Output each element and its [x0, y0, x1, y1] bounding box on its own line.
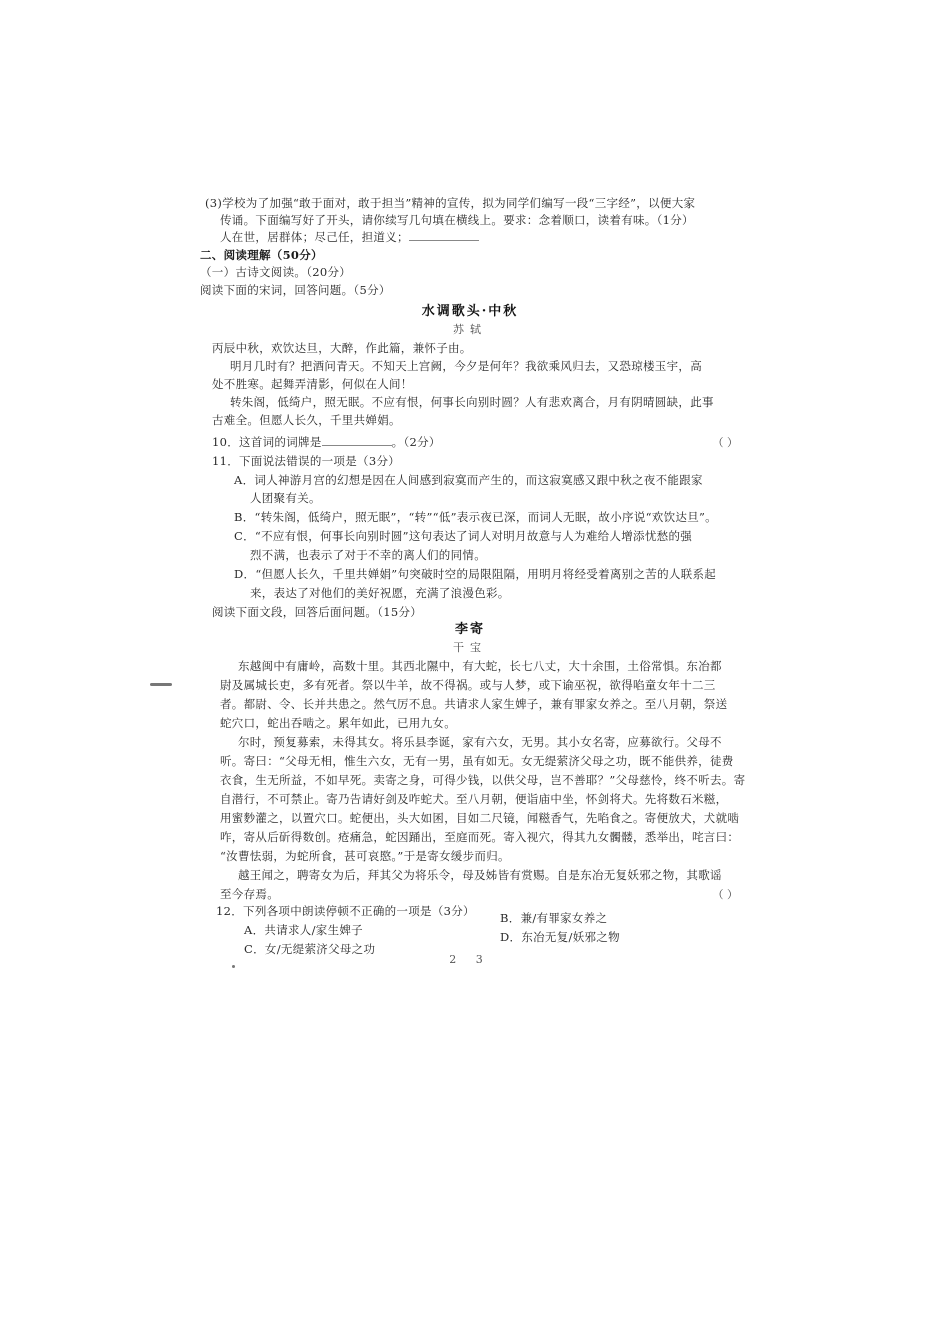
line-text: 人团聚有关。: [250, 491, 321, 505]
page-number: 2 3: [449, 953, 491, 966]
option-a: A．共请求人/家生婢子: [244, 923, 363, 937]
text-line: [234, 528, 692, 544]
text-line: [220, 696, 727, 712]
prose-author: 干宝: [453, 641, 487, 654]
line-text: 尔时，预复募索，未得其女。将乐县李诞，家有六女，无男。其小女名寄，应募欲行。父母不: [238, 735, 722, 749]
text-line: [220, 810, 739, 826]
line-text: C．“不应有恨，何事长向别时圆”这句表达了词人对明月故意与人为难给人增添忧愁的强: [234, 529, 693, 543]
text-line: [230, 358, 702, 374]
text-line: [212, 434, 441, 450]
line-text: B．“转朱阁，低绮户，照无眠”，“转”“低”表示夜已深，而词人无眠，故小序说“欢饮达旦”。: [234, 510, 717, 524]
answer-blank[interactable]: [409, 229, 479, 241]
answer-blank[interactable]: [322, 434, 392, 446]
poem-title: 水调歌头·中秋: [421, 304, 519, 319]
line-text: 10．这首词的词牌是: [212, 435, 322, 449]
text-line: [220, 753, 734, 769]
text-line: [216, 903, 475, 919]
line-text: 处不胜寒。起舞弄清影，何似在人间！: [212, 377, 413, 391]
text-line: [212, 453, 400, 469]
text-line: [250, 585, 510, 601]
line-text: 者。都尉、令、长并共患之。然气厉不息。共请求人家生婢子，兼有罪家女养之。至八月朝，祭送: [220, 697, 728, 711]
line-text: 至今存焉。: [220, 887, 279, 901]
text-line: [212, 604, 422, 620]
line-text: A．词人神游月宫的幻想是因在人间感到寂寞而产生的，而这寂寞感又跟中秋之夜不能跟家: [234, 473, 703, 487]
line-text: 阅读下面的宋词，回答问题。（5分）: [200, 283, 391, 297]
option-c: C．女/无缇萦济父母之功: [244, 942, 376, 956]
text-line: [230, 394, 714, 410]
text-line: [220, 886, 279, 902]
line-text: 自潜行，不可禁止。寄乃告请好剑及咋蛇犬。至八月朝，便诣庙中坐，怀剑将犬。先将数石米糍，: [220, 792, 728, 806]
text-line: [250, 490, 321, 506]
option-b: B．兼/有罪家女养之: [500, 911, 608, 925]
line-text: 东越闽中有庸岭，高数十里。其西北隰中，有大蛇，长七八丈，大十余围，土俗常惧。东冶都: [238, 659, 722, 673]
text-line: [238, 658, 722, 674]
line-text: D．“但愿人长久，千里共婵娟”句突破时空的局限阻隔，用明月将经受着离别之苦的人联系起: [234, 567, 717, 581]
prose-title: 李寄: [454, 622, 485, 637]
line-text: 古难全。但愿人长久，千里共婵娟。: [212, 413, 401, 427]
text-line: [212, 412, 401, 428]
text-line: [220, 715, 456, 731]
text-line: [238, 867, 722, 883]
scan-dot: [232, 965, 235, 968]
text-line: [200, 247, 323, 263]
text-line: [220, 848, 510, 864]
scan-mark: [150, 683, 172, 686]
line-text: 烈不满，也表示了对于不幸的离人们的同情。: [250, 548, 486, 562]
q10-answer-paren: （ ）: [712, 436, 738, 449]
line-text: 听。寄曰：“父母无相，惟生六女，无有一男，虽有如无。女无缇萦济父母之功，既不能供养，徒费: [220, 754, 734, 768]
line-text: (3)学校为了加强“敢于面对，敢于担当”精神的宣传，拟为同学们编写一段“三字经”，以便大家: [205, 196, 696, 210]
line-text: 越王闻之，聘寄女为后，拜其父为将乐令，母及姊皆有赏赐。自是东冶无复妖邪之物，其歌谣: [238, 868, 722, 882]
line-text: 11．下面说法错误的一项是（3分）: [212, 454, 401, 468]
text-line: [205, 195, 695, 211]
line-text: 丙辰中秋，欢饮达旦，大醉，作此篇，兼怀子由。: [212, 341, 472, 355]
text-line: [238, 734, 722, 750]
line-text: 转朱阁，低绮户，照无眠。不应有恨，何事长向别时圆？人有悲欢离合，月有阴晴圆缺，此事: [230, 395, 714, 409]
line-text: 尉及属城长吏，多有死者。祭以牛羊，故不得祸。或与人梦，或下谕巫祝，欲得啗童女年十二三: [220, 678, 716, 692]
option-d: D．东冶无复/妖邪之物: [500, 930, 620, 944]
text-line: [250, 547, 486, 563]
line-tail: 。（2分）: [391, 435, 441, 449]
line-text: 用蜜麨灌之，以置穴口。蛇便出，头大如囷，目如二尺镜，闻糍香气，先啗食之。寄便放犬，犬就啮: [220, 811, 740, 825]
text-line: [212, 376, 413, 392]
text-line: [220, 229, 479, 245]
line-text: 来，表达了对他们的美好祝愿，充满了浪漫色彩。: [250, 586, 510, 600]
text-line: [220, 791, 727, 807]
line-text: 12．下列各项中朗读停顿不正确的一项是（3分）: [216, 904, 475, 918]
line-text: 传诵。下面编写好了开头，请你续写几句填在横线上。要求：念着顺口，读着有味。（1分）: [220, 213, 694, 227]
text-line: [220, 772, 745, 788]
text-line: [220, 677, 716, 693]
line-text: 蛇穴口，蛇出吞啮之。累年如此，已用九女。: [220, 716, 456, 730]
line-text: 阅读下面文段，回答后面问题。（15分）: [212, 605, 423, 619]
text-line: [234, 472, 703, 488]
text-line: [234, 509, 717, 525]
line-text: 咋，寄从后斫得数创。疮痛急，蛇因踊出，至庭而死。寄入视穴，得其九女髑髅，悉举出，咤言曰：: [220, 830, 740, 844]
text-line: [220, 829, 739, 845]
text-line: [200, 264, 351, 280]
line-text: 人在世，居群体；尽己任，担道义；: [220, 230, 409, 244]
q12-answer-paren: （ ）: [712, 888, 738, 901]
text-line: [234, 566, 716, 582]
poem-author: 苏轼: [453, 323, 487, 336]
line-text: 二、阅读理解（50分）: [200, 248, 323, 262]
text-line: [212, 340, 472, 356]
text-line: [200, 282, 391, 298]
line-text: 明月几时有？把酒问青天。不知天上宫阙，今夕是何年？我欲乘风归去，又恐琼楼玉宇，高: [230, 359, 702, 373]
line-text: “汝曹怯弱，为蛇所食，甚可哀愍。”于是寄女缓步而归。: [220, 849, 510, 863]
text-line: [220, 212, 694, 228]
line-text: （一）古诗文阅读。（20分）: [200, 265, 352, 279]
line-text: 衣食，生无所益，不如早死。卖寄之身，可得少钱，以供父母，岂不善耶？”父母慈怜，终不听去。寄: [220, 773, 746, 787]
